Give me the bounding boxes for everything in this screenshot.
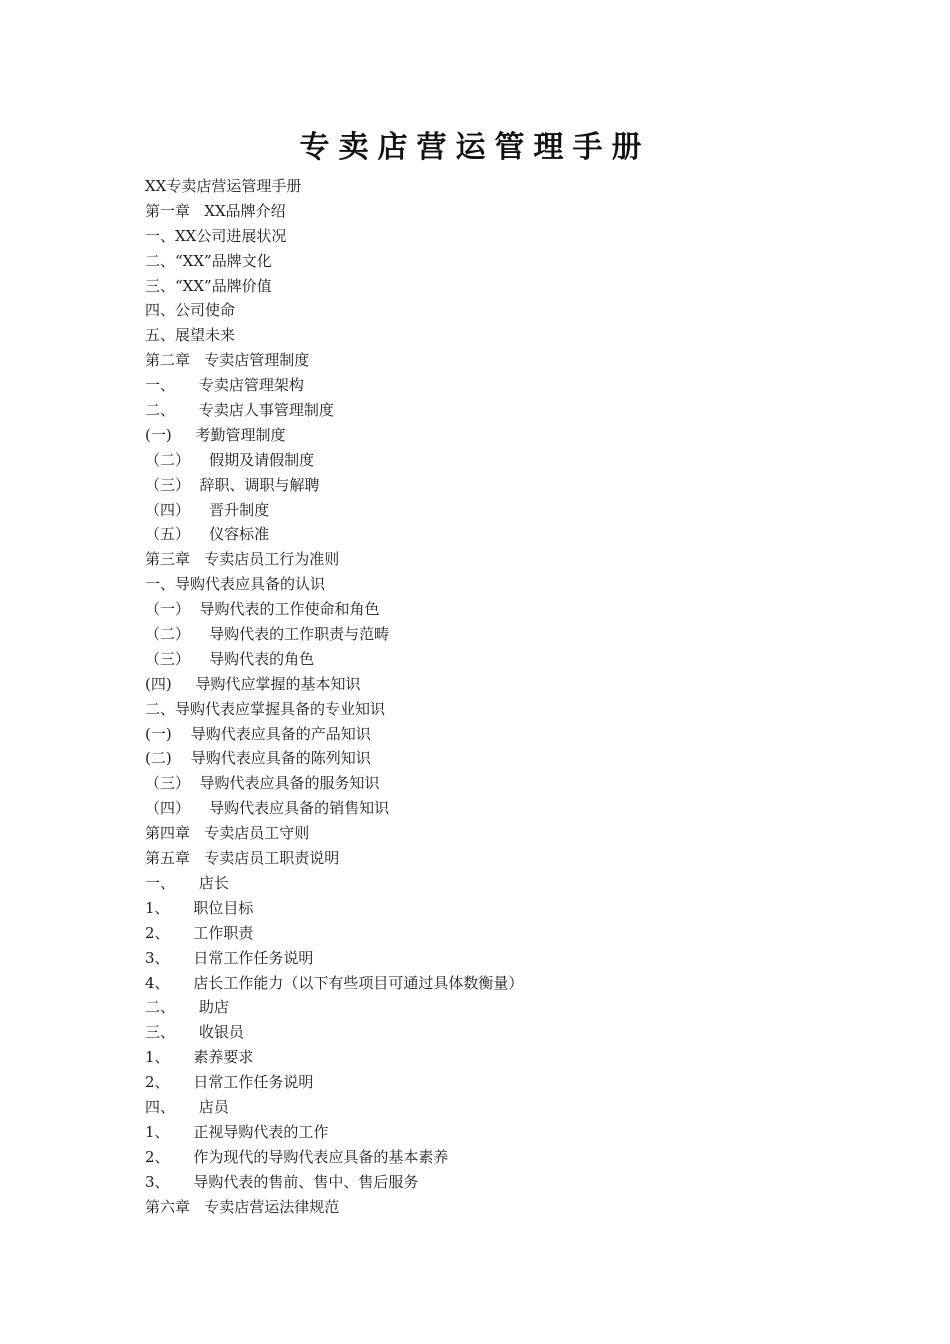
toc-line: （二） 假期及请假制度: [145, 450, 315, 469]
toc-line: 二、 助店: [145, 998, 229, 1017]
toc-line: 四、 店员: [145, 1097, 229, 1116]
toc-line: 五、展望未来: [145, 326, 236, 345]
toc-line: 第三章 专卖店员工行为准则: [145, 550, 340, 569]
toc-line: 第五章 专卖店员工职责说明: [145, 849, 340, 868]
toc-line: （二） 导购代表的工作职责与范畴: [145, 625, 390, 644]
toc-line: 一、 专卖店管理架构: [145, 376, 304, 395]
toc-line: XX专卖店营运管理手册: [145, 177, 302, 195]
toc-line: 二、“XX”品牌文化: [145, 251, 272, 270]
toc-line: （三） 导购代表应具备的服务知识: [145, 774, 380, 793]
toc-line: 第四章 专卖店员工守则: [145, 824, 310, 843]
toc-line: 2、 作为现代的导购代表应具备的基本素养: [145, 1147, 449, 1166]
toc-line: 一、导购代表应具备的认识: [145, 575, 326, 594]
toc-line: 第六章 专卖店营运法律规范: [145, 1197, 340, 1216]
toc-line: 一、XX公司进展状况: [145, 226, 287, 245]
toc-line: 一、 店长: [145, 873, 229, 892]
toc-line: 2、 工作职责: [145, 923, 254, 942]
toc-line: 4、 店长工作能力（以下有些项目可通过具体数衡量）: [145, 973, 524, 992]
toc-line: (一) 考勤管理制度: [145, 425, 286, 444]
toc-line: 1、 素养要求: [145, 1048, 254, 1067]
toc-line: （四） 晋升制度: [145, 500, 270, 519]
toc-line: （三） 导购代表的角色: [145, 649, 315, 668]
toc-line: 2、 日常工作任务说明: [145, 1073, 314, 1092]
toc-line: 四、公司使命: [145, 301, 236, 320]
toc-line: (四) 导购代应掌握的基本知识: [145, 674, 361, 693]
toc-line: （五） 仪容标准: [145, 525, 270, 544]
toc-line: （三） 辞职、调职与解聘: [145, 475, 320, 494]
toc-line: 1、 正视导购代表的工作: [145, 1122, 329, 1141]
toc-line: （一） 导购代表的工作使命和角色: [145, 600, 380, 619]
toc-line: 3、 日常工作任务说明: [145, 948, 314, 967]
toc-line: 第二章 专卖店管理制度: [145, 351, 310, 370]
toc-line: 三、“XX”品牌价值: [145, 276, 272, 295]
toc-line: (一) 导购代表应具备的产品知识: [145, 724, 371, 743]
toc-line: 第一章 XX品牌介绍: [145, 201, 286, 220]
toc-line: （四） 导购代表应具备的销售知识: [145, 799, 390, 818]
document-title: 专卖店营运管理手册: [299, 130, 651, 165]
toc-line: 二、导购代表应掌握具备的专业知识: [145, 699, 386, 718]
toc-line: 二、 专卖店人事管理制度: [145, 401, 334, 420]
table-of-contents: [145, 174, 845, 1219]
toc-line: 三、 收银员: [145, 1023, 244, 1042]
toc-line: 1、 职位目标: [145, 898, 254, 917]
toc-line: 3、 导购代表的售前、售中、售后服务: [145, 1172, 419, 1191]
toc-line: (二) 导购代表应具备的陈列知识: [145, 749, 371, 768]
